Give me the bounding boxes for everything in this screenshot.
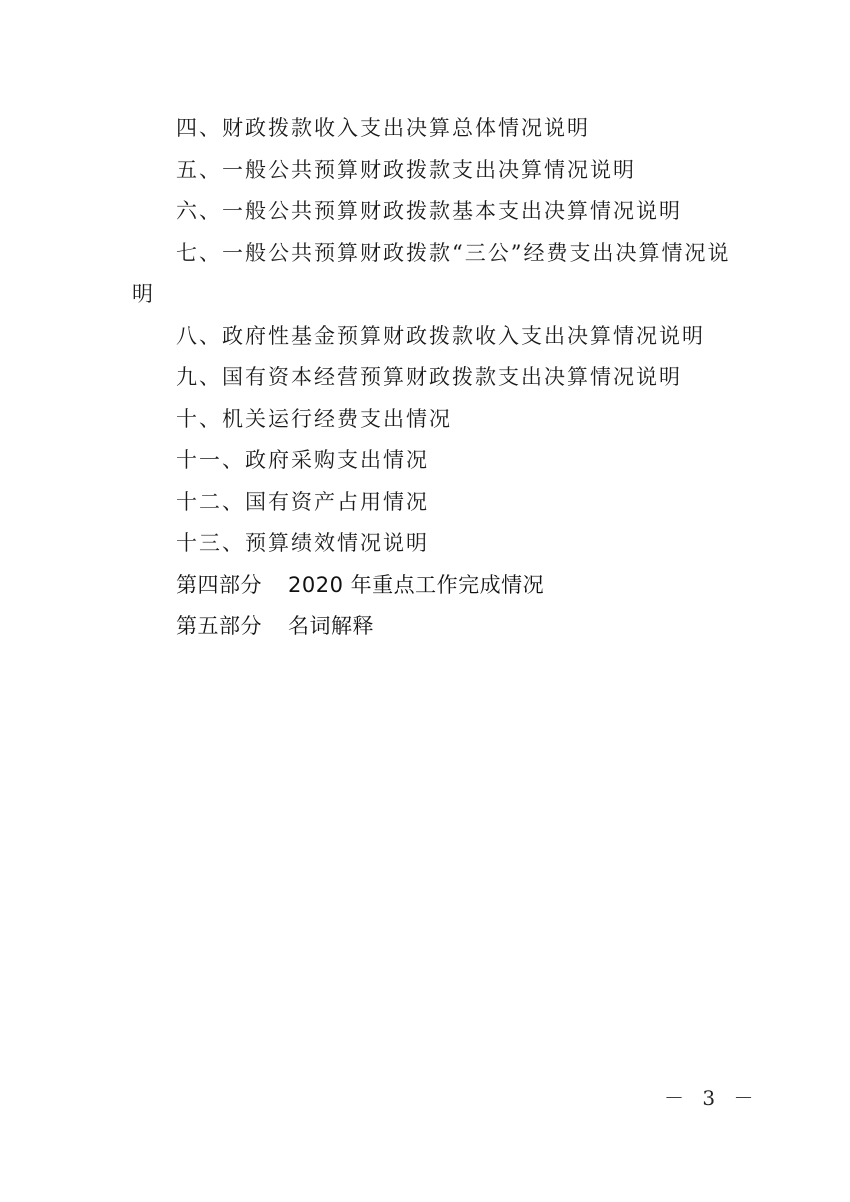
table-of-contents bbox=[132, 108, 732, 648]
toc-part-4-title: 2020 年重点工作完成情况 bbox=[288, 572, 545, 597]
toc-item-11: 十一、政府采购支出情况 bbox=[176, 448, 429, 472]
toc-item-6: 六、一般公共预算财政拨款基本支出决算情况说明 bbox=[176, 199, 682, 223]
toc-part-5 bbox=[132, 606, 732, 648]
toc-part-4 bbox=[132, 565, 732, 607]
toc-item-4: 四、财政拨款收入支出决算总体情况说明 bbox=[176, 116, 590, 140]
toc-item-8: 八、政府性基金预算财政拨款收入支出决算情况说明 bbox=[176, 323, 705, 348]
toc-item-5: 五、一般公共预算财政拨款支出决算情况说明 bbox=[176, 157, 636, 182]
page-number: － 3 － bbox=[664, 1086, 760, 1110]
toc-item-7: 七、一般公共预算财政拨款“三公”经费支出决算情况说明 bbox=[132, 240, 731, 306]
toc-item-12: 十二、国有资产占用情况 bbox=[176, 489, 429, 514]
toc-item-10: 十、机关运行经费支出情况 bbox=[176, 406, 452, 431]
toc-part-4-label: 第四部分 bbox=[176, 572, 262, 597]
toc-item-13: 十三、预算绩效情况说明 bbox=[176, 531, 429, 555]
toc-part-5-title: 名词解释 bbox=[288, 614, 374, 638]
toc-part-5-label: 第五部分 bbox=[176, 614, 262, 638]
toc-item-9: 九、国有资本经营预算财政拨款支出决算情况说明 bbox=[176, 365, 682, 389]
